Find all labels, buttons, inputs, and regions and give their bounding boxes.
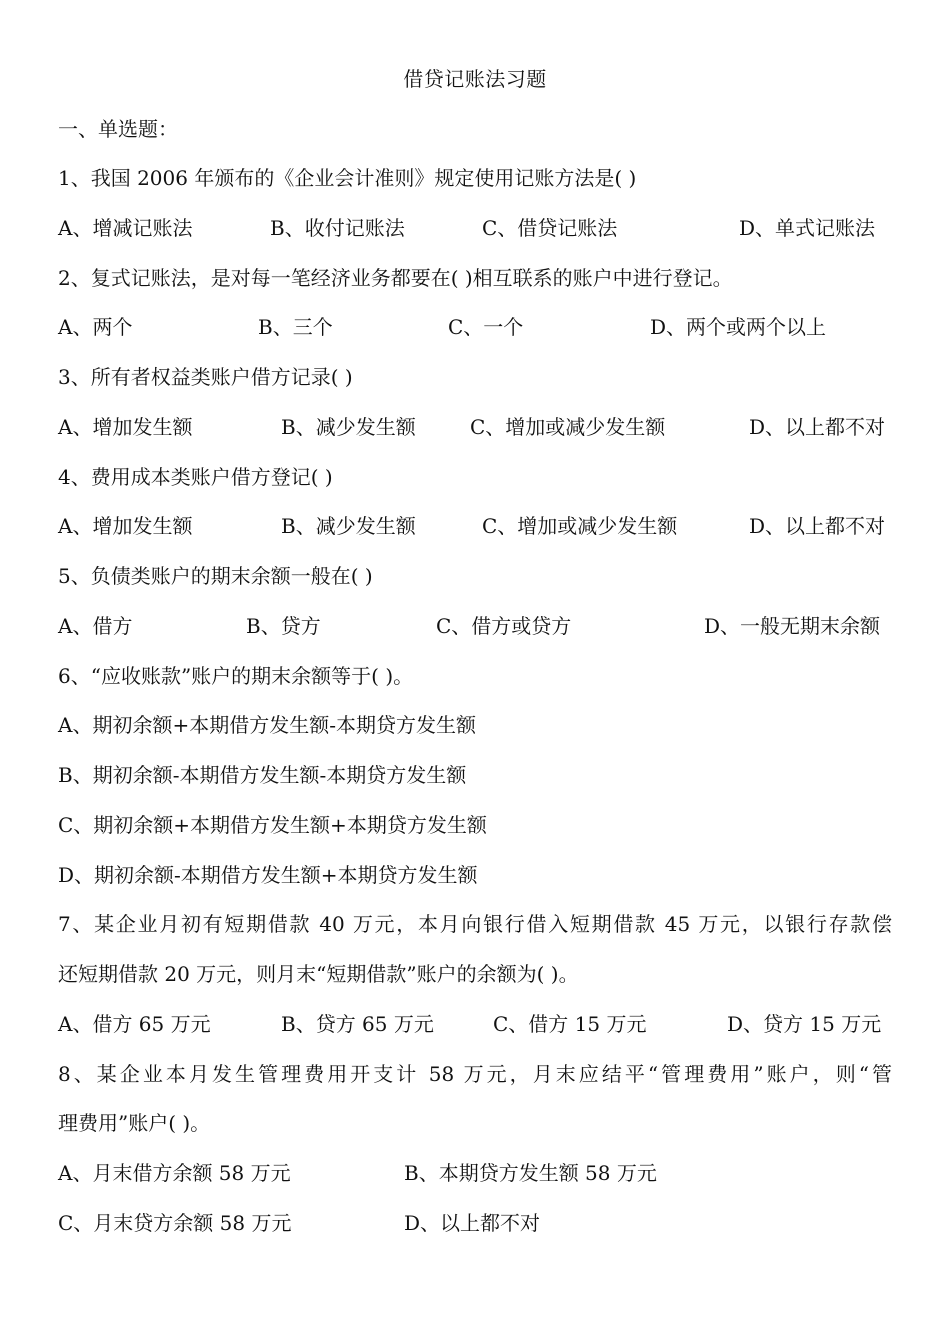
question-1-option-d: D、单式记账法 <box>739 216 876 240</box>
question-2-option-d: D、两个或两个以上 <box>650 315 827 339</box>
question-7-stem-line-2: 还短期借款 20 万元，则月末“短期借款”账户的余额为( )。 <box>58 962 579 986</box>
question-8-option-a: A、月末借方余额 58 万元 <box>58 1161 291 1185</box>
question-8-option-d: D、以上都不对 <box>404 1211 541 1235</box>
question-4-option-a: A、增加发生额 <box>58 514 193 538</box>
question-1-option-a: A、增减记账法 <box>58 216 193 240</box>
question-8-stem-line-2: 理费用”账户( )。 <box>58 1111 211 1135</box>
question-7-option-b: B、贷方 65 万元 <box>281 1012 434 1036</box>
document-title: 借贷记账法习题 <box>403 67 547 91</box>
question-3-option-d: D、以上都不对 <box>749 415 886 439</box>
question-7-option-d: D、贷方 15 万元 <box>727 1012 882 1036</box>
question-4-option-b: B、减少发生额 <box>281 514 416 538</box>
question-6-stem: 6、“应收账款”账户的期末余额等于( )。 <box>58 664 414 688</box>
question-6-option-b: B、期初余额-本期借方发生额-本期贷方发生额 <box>58 763 467 787</box>
question-5-stem: 5、负债类账户的期末余额一般在( ) <box>58 564 373 588</box>
question-8-option-c: C、月末贷方余额 58 万元 <box>58 1211 292 1235</box>
question-4-option-d: D、以上都不对 <box>749 514 886 538</box>
question-1-option-b: B、收付记账法 <box>270 216 405 240</box>
question-8-stem-line-1: 8、某企业本月发生管理费用开支计 58 万元，月末应结平“管理费用”账户，则“管 <box>58 1062 892 1086</box>
question-7-option-a: A、借方 65 万元 <box>58 1012 211 1036</box>
question-3-option-c: C、增加或减少发生额 <box>470 415 666 439</box>
question-2-option-c: C、一个 <box>448 315 524 339</box>
question-3-option-a: A、增加发生额 <box>58 415 193 439</box>
section-heading: 一、单选题： <box>58 117 178 141</box>
question-5-option-c: C、借方或贷方 <box>436 614 572 638</box>
question-4-option-c: C、增加或减少发生额 <box>482 514 678 538</box>
question-3-stem: 3、所有者权益类账户借方记录( ) <box>58 365 353 389</box>
question-5-option-b: B、贷方 <box>246 614 321 638</box>
question-6-option-d: D、期初余额-本期借方发生额+本期贷方发生额 <box>58 863 478 887</box>
question-1-stem: 1、我国 2006 年颁布的《企业会计准则》规定使用记账方法是( ) <box>58 166 637 190</box>
question-4-stem: 4、费用成本类账户借方登记( ) <box>58 465 333 489</box>
question-6-option-a: A、期初余额+本期借方发生额-本期贷方发生额 <box>58 713 476 737</box>
question-8-option-b: B、本期贷方发生额 58 万元 <box>404 1161 657 1185</box>
question-5-option-a: A、借方 <box>58 614 133 638</box>
question-3-option-b: B、减少发生额 <box>281 415 416 439</box>
question-2-option-b: B、三个 <box>258 315 333 339</box>
question-2-option-a: A、两个 <box>58 315 133 339</box>
question-1-option-c: C、借贷记账法 <box>482 216 618 240</box>
question-6-option-c: C、期初余额+本期借方发生额+本期贷方发生额 <box>58 813 487 837</box>
question-2-stem: 2、复式记账法，是对每一笔经济业务都要在( )相互联系的账户中进行登记。 <box>58 266 733 290</box>
question-5-option-d: D、一般无期末余额 <box>704 614 881 638</box>
question-7-option-c: C、借方 15 万元 <box>493 1012 647 1036</box>
question-7-stem-line-1: 7、某企业月初有短期借款 40 万元，本月向银行借入短期借款 45 万元，以银行存款偿 <box>58 912 892 936</box>
